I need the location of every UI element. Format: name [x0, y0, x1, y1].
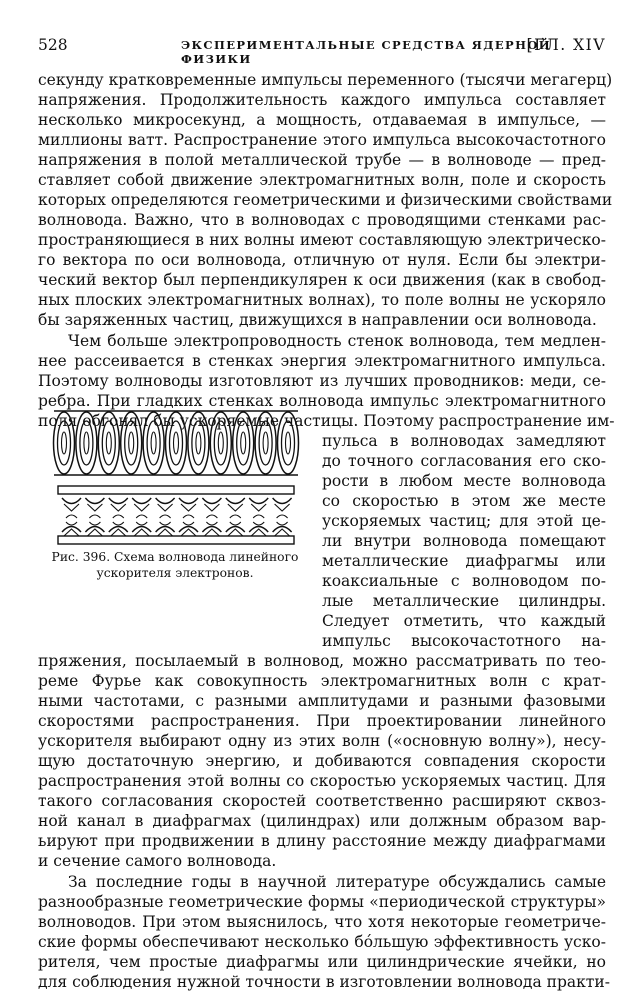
text-line: несколько микросекунд, а мощность, отдаваемая в импульсе, —: [38, 111, 606, 129]
cylinder-cell: [249, 498, 268, 536]
text-line: ными частотами, с разными амплитудами и разными фазовыми: [38, 692, 606, 710]
text-line: коаксиальные с волноводом по-: [322, 572, 606, 590]
cylinder-cell: [62, 498, 81, 536]
text-line: такого согласования скоростей соответственно расширяют сквоз-: [38, 792, 606, 810]
cylinder-cell: [226, 498, 245, 536]
text-line: реме Фурье как совокупность электромагнитных волн с крат-: [38, 672, 606, 690]
running-title: ЭКСПЕРИМЕНТАЛЬНЫЕ СРЕДСТВА ЯДЕРНОЙ ФИЗИКИ: [181, 38, 552, 66]
text-line: со скоростью в этом же месте: [322, 492, 606, 510]
text-line: напряжения в полой металлической трубе — в волноводе — пред-: [38, 151, 606, 169]
text-line: ли внутри волновода помещают: [322, 532, 606, 550]
text-line: напряжения. Продолжительность каждого импульса составляет: [38, 91, 606, 109]
diaphragm-ring: [255, 412, 276, 474]
cylinder-cell: [109, 498, 128, 536]
diaphragm-ring: [188, 412, 209, 474]
text-line: нее рассеивается в стенках энергия электромагнитного импульса.: [38, 352, 606, 370]
text-line: За последние годы в научной литературе обсуждались самые: [68, 873, 606, 891]
text-line: рости в любом месте волновода: [322, 472, 606, 490]
text-line: разнообразные геометрические формы «периодической структуры»: [38, 893, 606, 911]
text-line: Следует отметить, что каждый: [322, 612, 606, 630]
waveguide-cylinder-cells: [58, 486, 294, 544]
text-line: Поэтому волноводы изготовляют из лучших проводников: меди, се-: [38, 372, 606, 390]
text-line: ребра. При гладких стенках волновода импульс электромагнитного: [38, 392, 606, 410]
cylinder-cell: [132, 498, 151, 536]
text-line: щую достаточную энергию, и добиваются совпадения скорости: [38, 752, 606, 770]
text-line: секунду кратковременные импульсы переменного (тысячи мегагерц): [38, 71, 613, 89]
diaphragm-ring: [278, 412, 299, 474]
text-line: лые металлические цилиндры.: [322, 592, 606, 610]
text-line: ьируют при продвижении в длину расстояние между диафрагмами: [38, 832, 606, 850]
text-line: волновода. Важно, что в волноводах с проводящими стенками рас-: [38, 211, 606, 229]
text-line: волноводов. При этом выяснилось, что хотя некоторые геометриче-: [38, 913, 606, 931]
cylinder-cell: [202, 498, 221, 536]
text-line: скоростями распространения. При проектировании линейного: [38, 712, 606, 730]
text-line: го вектора по оси волновода, отличную от нуля. Если бы электри-: [38, 251, 606, 269]
text-line: ускорителя выбирают одну из этих волн («основную волну»), несу-: [38, 732, 606, 750]
diaphragm-ring: [54, 412, 75, 474]
text-line: миллионы ватт. Распространение этого импульса высокочастотного: [38, 131, 606, 149]
text-line: до точного согласования его ско-: [322, 452, 606, 470]
diaphragm-ring: [76, 412, 97, 474]
text-line: поля обгонял бы ускоряемые частицы. Поэтому распространение им-: [38, 412, 615, 430]
diaphragm-ring: [98, 412, 119, 474]
text-line: ческий вектор был перпендикулярен к оси движения (как в свобод-: [38, 271, 606, 289]
text-line: пряжения, посылаемый в волновод, можно рассматривать по тео-: [38, 652, 606, 670]
text-line: рителя, чем простые диафрагмы или цилиндрические ячейки, но: [38, 953, 606, 971]
text-line: Чем больше электропроводность стенок волновода, тем медлен-: [68, 332, 606, 350]
chapter-label: [ГЛ. XIV: [526, 36, 606, 54]
text-line: бы заряженных частиц, движущихся в направлении оси волновода.: [38, 311, 597, 329]
text-line: импульс высокочастотного на-: [322, 632, 606, 650]
diaphragm-ring: [143, 412, 164, 474]
cylinder-cell: [156, 498, 175, 536]
text-line: ной канал в диафрагмах (цилиндрах) или должным образом вар-: [38, 812, 606, 830]
caption-line: Рис. 396. Схема волновода линейного: [51, 550, 299, 564]
text-line: для соблюдения нужной точности в изготовлении волновода практи-: [38, 973, 610, 991]
page-header: [38, 36, 606, 66]
waveguide-diaphragm-tube: [54, 411, 299, 475]
diaphragm-ring: [233, 412, 254, 474]
text-line: ставляет собой движение электромагнитных волн, поле и скорость: [38, 171, 606, 189]
cylinder-cell: [179, 498, 198, 536]
caption-line: ускорителя электронов.: [96, 566, 254, 580]
waveguide-figure: [46, 408, 306, 563]
figure-caption: [40, 549, 310, 581]
text-line: ускоряемых частиц; для этой це-: [322, 512, 606, 530]
cylinder-cell: [273, 498, 292, 536]
diaphragm-ring: [121, 412, 142, 474]
diaphragm-ring: [210, 412, 231, 474]
text-line: распространения этой волны со скоростью ускоряемых частиц. Для: [38, 772, 606, 790]
page-number: 528: [38, 36, 68, 54]
text-line: металлические диафрагмы или: [322, 552, 606, 570]
diaphragm-ring: [166, 412, 187, 474]
text-line: ские формы обеспечивают несколько бо́льшую эффективность уско-: [38, 933, 606, 951]
text-line: и сечение самого волновода.: [38, 852, 277, 870]
text-line: которых определяются геометрическими и физическими свойствами: [38, 191, 613, 209]
text-line: пульса в волноводах замедляют: [322, 432, 606, 450]
text-line: ных плоских электромагнитных волнах), то поле волны не ускоряло: [38, 291, 606, 309]
cylinder-cell: [85, 498, 104, 536]
text-line: пространяющиеся в них волны имеют составляющую электрическо-: [38, 231, 606, 249]
